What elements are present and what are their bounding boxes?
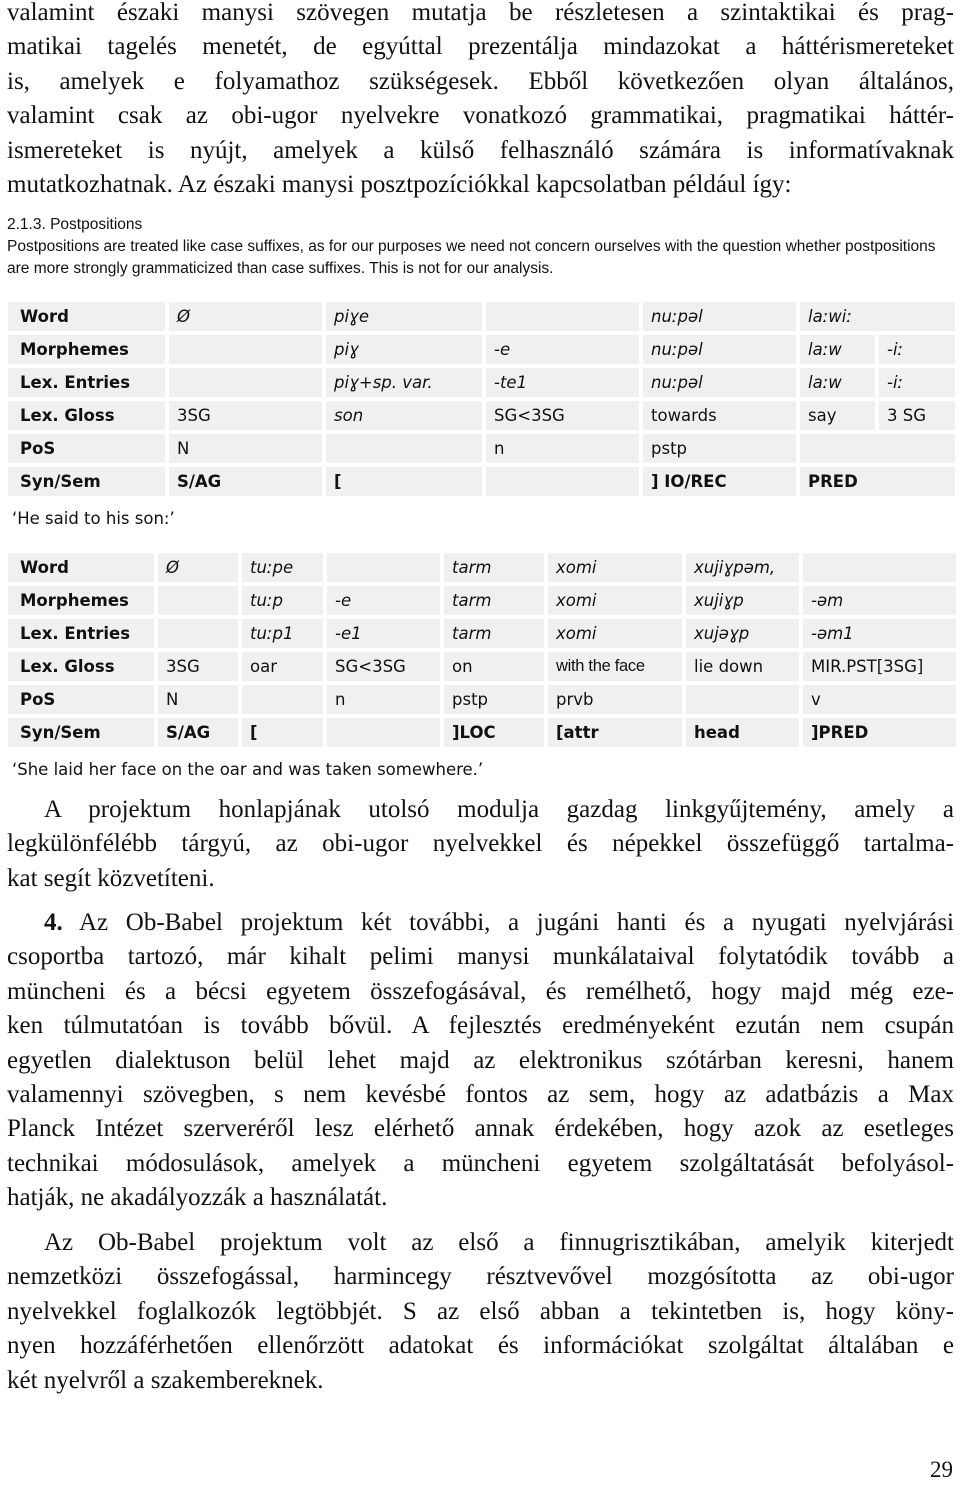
- text-line: [7, 906, 954, 940]
- text-line: nemzetközi összefogással, harmincegy résztvevővel mozgósította az obi-ugor: [7, 1263, 954, 1291]
- table-cell: with the face: [548, 652, 686, 685]
- table-cell: SG<3SG: [486, 401, 643, 434]
- row-label: Lex. Entries: [8, 368, 169, 401]
- table-cell: nuːpəl: [643, 368, 800, 401]
- table-cell: [attr: [548, 718, 686, 751]
- text-line: hatják, ne akadályozzák a használatát.: [7, 1184, 388, 1212]
- table-row-word: [8, 553, 960, 586]
- table-cell: v: [803, 685, 960, 718]
- row-label: Word: [8, 553, 158, 586]
- text-line: ismereteket is nyújt, amelyek a külső felhasználó számára is informatívaknak: [7, 136, 954, 164]
- row-label: Morphemes: [8, 586, 158, 619]
- table-cell: [158, 586, 242, 619]
- table-row-lex-gloss: [8, 401, 959, 434]
- text-line: valamint északi manysi szövegen mutatja be részletesen a szintaktikai és prag-: [7, 0, 954, 26]
- table-cell: [242, 685, 327, 718]
- table-cell: 3SG: [169, 401, 326, 434]
- row-label: Lex. Entries: [8, 619, 158, 652]
- text-line: kat segít közvetíteni.: [7, 864, 215, 892]
- table-cell: xomi: [548, 586, 686, 619]
- table-row-lex-entries: [8, 619, 960, 652]
- table-row-syn-sem: [8, 467, 959, 500]
- table-cell: pstp: [444, 685, 548, 718]
- text-line: matikai tagelés menetét, de egyúttal prezentálja mindazokat a háttérismereteket: [7, 33, 954, 61]
- table-cell: PRED: [800, 467, 959, 500]
- text-line-content: Az Ob-Babel projektum két további, a jugáni hanti és a nyugati nyelvjárási: [62, 909, 954, 936]
- table-cell: n: [486, 434, 643, 467]
- table-cell: -e: [327, 586, 444, 619]
- table-cell: xomi: [548, 619, 686, 652]
- table-cell: pstp: [643, 434, 800, 467]
- text-line: két nyelvről a szakembereknek.: [7, 1366, 324, 1394]
- section-body: Postpositions are treated like case suffixes, as for our purposes we need not concern ourselves with the question whether postpositions are more strongly grammaticized than case suffixes. This is not for our analysis.: [7, 238, 936, 277]
- text-line: nyen hozzáférhetően ellenőrzött adatokat és információkat szolgáltat általában e: [7, 1332, 954, 1360]
- row-label: Lex. Gloss: [8, 401, 169, 434]
- table-cell: on: [444, 652, 548, 685]
- table-cell: prvb: [548, 685, 686, 718]
- table-cell: [169, 335, 326, 368]
- table-cell: MIR.PST[3SG]: [803, 652, 960, 685]
- table-row-morphemes: [8, 586, 960, 619]
- row-label: Syn/Sem: [8, 718, 158, 751]
- table-cell: [327, 718, 444, 751]
- text-line: valamint csak az obi-ugor nyelvekre vonatkozó grammatikai, pragmatikai háttér-: [7, 102, 954, 130]
- table-cell: laːw: [800, 368, 879, 401]
- text-line: nyelvekkel foglalkozók legtöbbjét. S az első abban a tekintetben is, hogy köny-: [7, 1297, 954, 1325]
- table-cell: tuːp1: [242, 619, 327, 652]
- row-label: PoS: [8, 434, 169, 467]
- table-cell: Ø: [158, 553, 242, 586]
- table-cell: nuːpəl: [643, 335, 800, 368]
- table-cell: [486, 302, 643, 335]
- table-cell: -e: [486, 335, 643, 368]
- paragraph-ob-babel: [7, 1226, 954, 1398]
- table-cell: piɣe: [326, 302, 486, 335]
- table-cell: S/AG: [169, 467, 326, 500]
- table-cell: 3 SG: [879, 401, 959, 434]
- table-cell: son: [326, 401, 486, 434]
- table-cell: N: [169, 434, 326, 467]
- gloss-table-1: [8, 302, 959, 500]
- table-cell: -iː: [879, 368, 959, 401]
- text-line: legkülönfélébb tárgyú, az obi-ugor nyelvekkel és népekkel összefüggő tartalma-: [7, 830, 954, 858]
- table-cell: ]PRED: [803, 718, 960, 751]
- row-label: Word: [8, 302, 169, 335]
- translation-2: ‘She laid her face on the oar and was taken somewhere.’: [12, 760, 484, 779]
- table-cell: -te1: [486, 368, 643, 401]
- text-line: Planck Intézet szerveréről lesz elérhető annak érdekében, hogy azok az esetleges: [7, 1115, 954, 1143]
- table-cell: [486, 467, 643, 500]
- table-cell: towards: [643, 401, 800, 434]
- table-cell: tuːpe: [242, 553, 327, 586]
- table-cell: [: [326, 467, 486, 500]
- section-heading: 2.1.3. Postpositions: [7, 216, 143, 233]
- table-cell: tarm: [444, 553, 548, 586]
- table-cell: Ø: [169, 302, 326, 335]
- text-line: csoportba tartozó, már kihalt pelimi manysi munkálataival folytatódik tovább a: [7, 943, 954, 971]
- table-row-lex-entries: [8, 368, 959, 401]
- paragraph-section-4: [7, 906, 954, 1216]
- table-row-pos: [8, 434, 959, 467]
- table-row-lex-gloss: [8, 652, 960, 685]
- table-cell: tarm: [444, 586, 548, 619]
- table-cell: [803, 553, 960, 586]
- text-line: valamennyi szövegben, s nem kevésbé fontos az sem, hogy az adatbázis a Max: [7, 1081, 954, 1109]
- table-cell: ] IO/REC: [643, 467, 800, 500]
- table-cell: laːw: [800, 335, 879, 368]
- table-cell: [686, 685, 803, 718]
- paragraph-links: [7, 793, 954, 896]
- page-number: 29: [930, 1457, 953, 1482]
- table-cell: -e1: [327, 619, 444, 652]
- table-cell: head: [686, 718, 803, 751]
- text-line: mutatkozhatnak. Az északi manysi posztpozíciókkal kapcsolatban például így:: [7, 171, 792, 199]
- table-cell: [169, 368, 326, 401]
- table-cell: [158, 619, 242, 652]
- text-line: egyetlen dialektuson belül lehet majd az elektronikus szótárban keresni, hanem: [7, 1046, 954, 1074]
- table-cell: [: [242, 718, 327, 751]
- table-cell: say: [800, 401, 879, 434]
- table-row-pos: [8, 685, 960, 718]
- table-cell: oar: [242, 652, 327, 685]
- table-cell: [800, 434, 959, 467]
- table-cell: -əm1: [803, 619, 960, 652]
- table-row-morphemes: [8, 335, 959, 368]
- table-cell: [327, 553, 444, 586]
- table-cell: [326, 434, 486, 467]
- table-cell: xujiɣpəm,: [686, 553, 803, 586]
- row-label: PoS: [8, 685, 158, 718]
- intro-paragraph: [7, 0, 954, 202]
- text-line: Az Ob-Babel projektum volt az első a finnugrisztikában, amelyik kiterjedt: [44, 1229, 954, 1256]
- row-label: Morphemes: [8, 335, 169, 368]
- table-cell: xomi: [548, 553, 686, 586]
- text-line: A projektum honlapjának utolsó modulja gazdag linkgyűjtemény, amely a: [44, 796, 954, 823]
- table-cell: xujiɣp: [686, 586, 803, 619]
- gloss-table-2: [8, 553, 960, 751]
- table-cell: -əm: [803, 586, 960, 619]
- table-cell: ]LOC: [444, 718, 548, 751]
- text-line: müncheni és a bécsi egyetem összefogásával, és remélhető, hogy majd még eze-: [7, 977, 954, 1005]
- table-row-word: [8, 302, 959, 335]
- table-cell: nuːpəl: [643, 302, 800, 335]
- table-cell: piɣ: [326, 335, 486, 368]
- table-cell: laːwiː: [800, 302, 959, 335]
- translation-1: ‘He said to his son:’: [12, 509, 175, 528]
- text-line: technikai módosulások, amelyek a müncheni egyetem szolgáltatását befolyásol-: [7, 1149, 954, 1177]
- table-cell: xujəɣp: [686, 619, 803, 652]
- table-row-syn-sem: [8, 718, 960, 751]
- table-cell: N: [158, 685, 242, 718]
- section-number: 4.: [44, 909, 63, 936]
- table-cell: -iː: [879, 335, 959, 368]
- row-label: Syn/Sem: [8, 467, 169, 500]
- text-line: is, amelyek e folyamathoz szükségesek. Ebből következően olyan általános,: [7, 67, 954, 95]
- table-cell: tarm: [444, 619, 548, 652]
- table-cell: piɣ+sp. var.: [326, 368, 486, 401]
- text-line: ken túlmutatóan is tovább bővül. A fejlesztés eredményeként ezután nem csupán: [7, 1012, 954, 1040]
- table-cell: SG<3SG: [327, 652, 444, 685]
- table-cell: 3SG: [158, 652, 242, 685]
- table-cell: n: [327, 685, 444, 718]
- table-cell: S/AG: [158, 718, 242, 751]
- row-label: Lex. Gloss: [8, 652, 158, 685]
- table-cell: tuːp: [242, 586, 327, 619]
- table-cell: lie down: [686, 652, 803, 685]
